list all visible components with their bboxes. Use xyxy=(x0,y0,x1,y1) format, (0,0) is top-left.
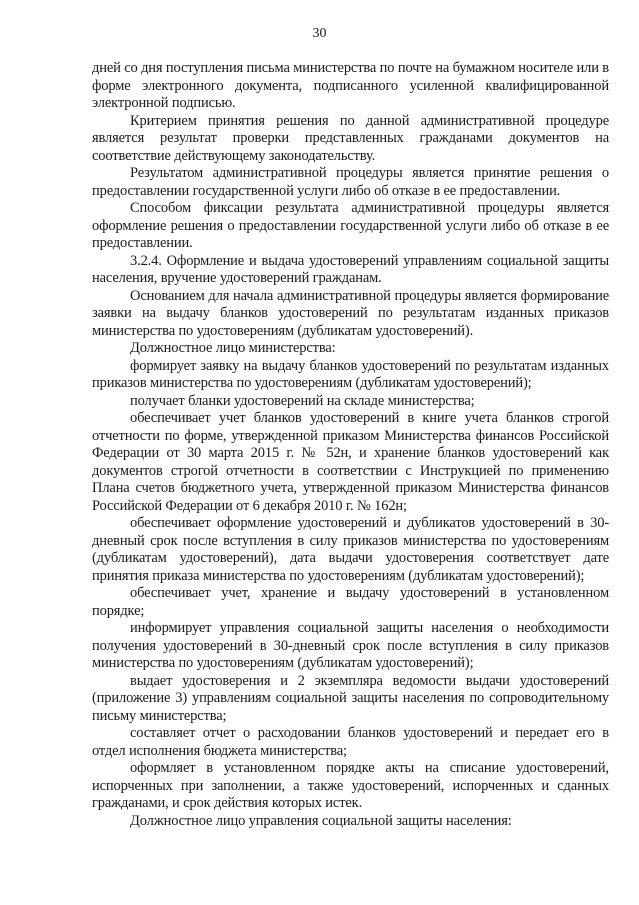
paragraph: Должностное лицо министерства: xyxy=(130,340,336,356)
list-item: обеспечивает учет бланков удостоверений в книге учета бланков строгой отчетности по форме, утвержденной приказом Министерства финансов Российской Федерации от 30 марта 2015 г. № 52н, и хранение бланков удостоверений как документов строгой отчетности в соответствии с Инструкцией по применению Плана счетов бюджетного учета, утвержденной приказом Министерства финансов Российской Федерации от 6 декабря 2010 г. № 162н; xyxy=(92,410,609,514)
list-item: информирует управления социальной защиты населения о необходимости получения удостоверений в 30-дневный срок после вступления в силу приказов министерства по удостоверениям (дубликатам удостоверений); xyxy=(92,620,609,671)
list-item: оформляет в установленном порядке акты на списание удостоверений, испорченных при заполнении, а также удостоверений, испорченных и сданных гражданами, и срок действия которых истек. xyxy=(92,760,609,811)
paragraph: Критерием принятия решения по данной административной процедуре является результат проверки представленных гражданами документов на соответствие действующему законодательству. xyxy=(92,112,609,164)
list-item: обеспечивает учет, хранение и выдачу удостоверений в установленном порядке; xyxy=(92,585,609,619)
paragraph: Способом фиксации результата административной процедуры является оформление решения о предоставлении государственной услуги либо об отказе в ее предоставлении. xyxy=(92,200,609,251)
list-item: выдает удостоверения и 2 экземпляра ведомости выдачи удостоверений (приложение 3) управлениям социальной защиты населения по сопроводительному письму министерства; xyxy=(92,672,609,724)
section-heading-paragraph: 3.2.4. Оформление и выдача удостоверений управлениям социальной защиты населения, вручение удостоверений гражданам. xyxy=(92,252,609,286)
paragraph: Основанием для начала административной процедуры является формирование заявки на выдачу бланков удостоверений по результатам изданных приказов министерства по удостоверениям (дубликатам удостоверений). xyxy=(92,287,609,339)
list-item: составляет отчет о расходовании бланков удостоверений и передает его в отдел исполнения бюджета министерства; xyxy=(92,725,609,759)
page-number: 30 xyxy=(312,26,327,41)
list-item: получает бланки удостоверений на складе министерства; xyxy=(130,392,475,409)
list-item: обеспечивает оформление удостоверений и дубликатов удостоверений в 30-дневный срок после вступления в силу приказов министерства по удостоверениям (дубликатам удостоверений), дата выдачи удостоверения соответствует дате принятия приказа министерства по удостоверениям (дубликатам удостоверений); xyxy=(92,515,609,584)
list-item: формирует заявку на выдачу бланков удостоверений по результатам изданных приказов министерства по удостоверениям (дубликатам удостоверений); xyxy=(92,357,609,391)
paragraph: Должностное лицо управления социальной защиты населения: xyxy=(130,812,512,829)
paragraph: Результатом административной процедуры является принятие решения о предоставлении государственной услуги либо об отказе в ее предоставлении. xyxy=(92,165,609,199)
paragraph: дней со дня поступления письма министерства по почте на бумажном носителе или в форме электронного документа, подписанного усиленной квалифицированной электронной подписью. xyxy=(92,60,609,111)
document-body xyxy=(92,60,609,830)
